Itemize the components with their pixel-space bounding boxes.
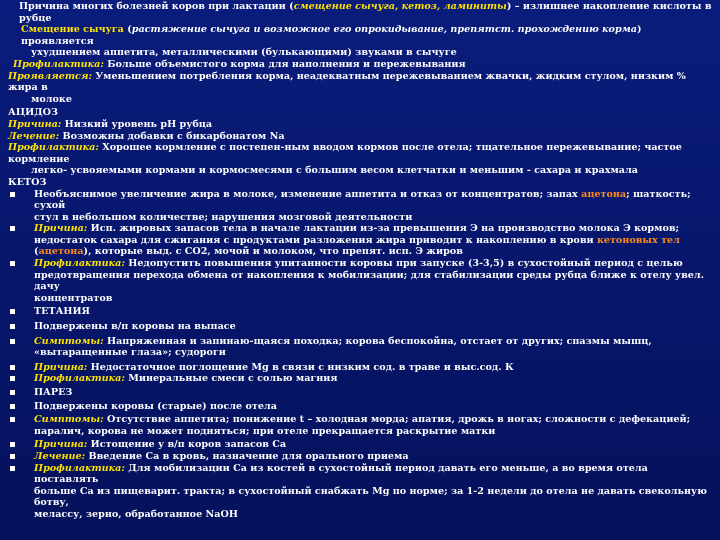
cause-label: Причина: bbox=[34, 439, 88, 451]
intro-diseases: смещение сычуга, кетоз, ламиниты bbox=[293, 1, 507, 12]
cause-text: Низкий уровень pH рубца bbox=[61, 118, 213, 130]
symptoms-label: Симптомы: bbox=[34, 335, 104, 347]
bullet-text: недостаток сахара для сжигания с продуктами разложения жира приводит к накоплению в крови bbox=[34, 234, 597, 246]
prevention-label: Профилактика: bbox=[8, 142, 99, 154]
ketosis-bullet-3 bbox=[8, 258, 712, 304]
treatment-label: Лечение: bbox=[8, 130, 60, 142]
tetany-bullet-3 bbox=[8, 362, 712, 374]
bullet-text: Истощение у в/п коров запасов Ca bbox=[87, 439, 287, 451]
paren: ( bbox=[123, 24, 132, 36]
abomasum-desc-end: ) проявляется bbox=[21, 24, 642, 47]
tetany-bullet-2 bbox=[8, 336, 712, 359]
prevention-label: Профилактика: bbox=[34, 373, 125, 385]
section-title: ТЕТАНИЯ bbox=[34, 306, 90, 318]
ketone-highlight: кетоновых тел bbox=[596, 234, 680, 246]
symptoms-label: Симптомы: bbox=[34, 414, 104, 426]
prevention-text: Больше объемистого корма для наполнения и пережевывания bbox=[103, 58, 466, 70]
square-bullet-icon bbox=[10, 226, 15, 231]
paresis-title bbox=[8, 387, 712, 399]
paresis-bullet-2 bbox=[8, 414, 712, 437]
bullet-text: стул в небольшом количестве; нарушения мозговой деятельности bbox=[34, 211, 413, 223]
cause-label: Причина: bbox=[34, 361, 88, 373]
intro-line-5 bbox=[8, 71, 712, 94]
square-bullet-icon bbox=[10, 417, 15, 422]
cause-label: Причина: bbox=[8, 118, 62, 130]
bullet-text: Недостаточное поглощение Mg в связи с низким сод. в траве и выс.сод. К bbox=[87, 361, 514, 373]
prevention-label: Профилактика: bbox=[13, 58, 104, 70]
treatment-label: Лечение: bbox=[34, 450, 86, 462]
intro-line-6: молоке bbox=[31, 93, 72, 105]
bullet-text: Отсутствие аппетита; понижение t – холодная морда; апатия, дрожь в ногах; сложности с дефекацией; bbox=[103, 414, 691, 426]
intro-line-1 bbox=[8, 1, 712, 24]
bullet-text: Необъяснимое увеличение жира в молоке, изменение аппетита и отказ от концентратов; запах bbox=[34, 188, 582, 200]
tetany-title bbox=[8, 306, 712, 318]
bullet-text: Недопустить повышения упитанности коровы при запуске (3-3,5) в сухостойный период с целью bbox=[124, 258, 683, 270]
paresis-bullet-3 bbox=[8, 439, 712, 451]
bullet-text: паралич, корова не может подняться; при отеле прекращается раскрытие матки bbox=[34, 425, 496, 437]
square-bullet-icon bbox=[10, 324, 15, 329]
intro-text-end: ) – излишнее накопление кислоты в рубце bbox=[19, 1, 712, 24]
bullet-text: «вытаращенные глаза»; судороги bbox=[34, 347, 226, 359]
acidosis-treatment bbox=[8, 131, 712, 143]
paresis-bullet-1 bbox=[8, 401, 712, 413]
cause-label: Причина: bbox=[34, 223, 88, 235]
square-bullet-icon bbox=[10, 404, 15, 409]
bullet-text: Исп. жировых запасов тела в начале лактации из-за превышения Э на производство молока Э кормов; bbox=[87, 223, 680, 235]
treatment-text: Возможны добавки с бикарбонатом Na bbox=[59, 130, 285, 142]
tetany-bullet-4 bbox=[8, 373, 712, 385]
paresis-bullet-5 bbox=[8, 463, 712, 521]
manifest-text: Уменьшением потребления корма, неадекватным пережевыванием жвачки, жидким стулом, низким % жира в bbox=[8, 70, 686, 94]
square-bullet-icon bbox=[10, 376, 15, 381]
square-bullet-icon bbox=[10, 454, 15, 459]
section-title: ПАРЕЗ bbox=[34, 387, 73, 398]
prevention-label: Профилактика: bbox=[34, 462, 125, 474]
acidosis-title: АЦИДОЗ bbox=[8, 107, 58, 119]
intro-text: Причина многих болезней коров при лактации ( bbox=[19, 1, 294, 12]
bullet-text: предотвращения перехода обмена от накопления к мобилизации; для стабилизации среды рубца ближе к отелу увел. дачу bbox=[34, 269, 704, 293]
square-bullet-icon bbox=[10, 192, 15, 197]
bullet-text: мелассу, зерно, обработанное NaOH bbox=[34, 508, 238, 520]
square-bullet-icon bbox=[10, 466, 15, 471]
tetany-bullet-1 bbox=[8, 321, 712, 333]
prevention-text: Хорошее кормление с постепен-ным вводом кормов после отела; тщательное пережевывание; частое кормление bbox=[8, 142, 682, 165]
bullet-text: концентратов bbox=[34, 292, 113, 304]
manifest-label: Проявляется: bbox=[8, 70, 93, 82]
square-bullet-icon bbox=[10, 261, 15, 266]
bullet-text: ; шаткость; сухой bbox=[34, 188, 691, 212]
acidosis-cause bbox=[8, 119, 712, 131]
ketosis-bullet-2 bbox=[8, 223, 712, 258]
bullet-text: Напряженная и запинаю-щаяся походка; корова беспокойна, отстает от других; спазмы мышц, bbox=[103, 335, 652, 347]
bullet-text: ), которые выд. с CO2, мочой и молоком, что препят. исп. Э жиров bbox=[83, 246, 463, 258]
acidosis-prevention-cont: легко- усвояемыми кормами и кормосмесями с большим весом клетчатки и меньшим - сахара и крахмала bbox=[31, 165, 638, 177]
square-bullet-icon bbox=[10, 309, 15, 314]
abomasum-desc: растяжение сычуга и возможное его опрокидывание, препятст. прохождению корма bbox=[131, 24, 637, 36]
bullet-text: ( bbox=[34, 246, 39, 258]
ketosis-bullet-1 bbox=[8, 189, 712, 224]
intro-line-4 bbox=[8, 59, 712, 71]
square-bullet-icon bbox=[10, 339, 15, 344]
bullet-text: Введение Ca в кровь, назначение для орального приема bbox=[85, 450, 409, 462]
paresis-bullet-4 bbox=[8, 451, 712, 463]
acidosis-prevention bbox=[8, 142, 712, 165]
prevention-label: Профилактика: bbox=[34, 258, 125, 270]
bullet-text: Минеральные смеси с солью магния bbox=[124, 373, 338, 385]
square-bullet-icon bbox=[10, 365, 15, 370]
acetone-highlight: ацетона bbox=[38, 246, 84, 258]
bullet-text: Подвержены коровы (старые) после отела bbox=[34, 400, 277, 412]
ketosis-title: КЕТОЗ bbox=[8, 176, 47, 188]
square-bullet-icon bbox=[10, 442, 15, 447]
abomasum-title: Смещение сычуга bbox=[21, 24, 124, 36]
intro-line-3: ухудшением аппетита, металлическими (булькающими) звуками в сычуге bbox=[31, 47, 457, 59]
intro-line-2 bbox=[8, 24, 712, 47]
bullet-text: больше Ca из пищеварит. тракта; в сухостойный снабжать Mg по норме; за 1-2 недели до отела не давать свекольную ботву, bbox=[34, 485, 708, 509]
bullet-text: Подвержены в/п коровы на выпасе bbox=[34, 321, 236, 333]
square-bullet-icon bbox=[10, 390, 15, 395]
bullet-text: Для мобилизации Ca из костей в сухостойный период давать его меньше, а во время отела поставлять bbox=[34, 462, 648, 486]
acetone-highlight: ацетона bbox=[581, 188, 627, 200]
